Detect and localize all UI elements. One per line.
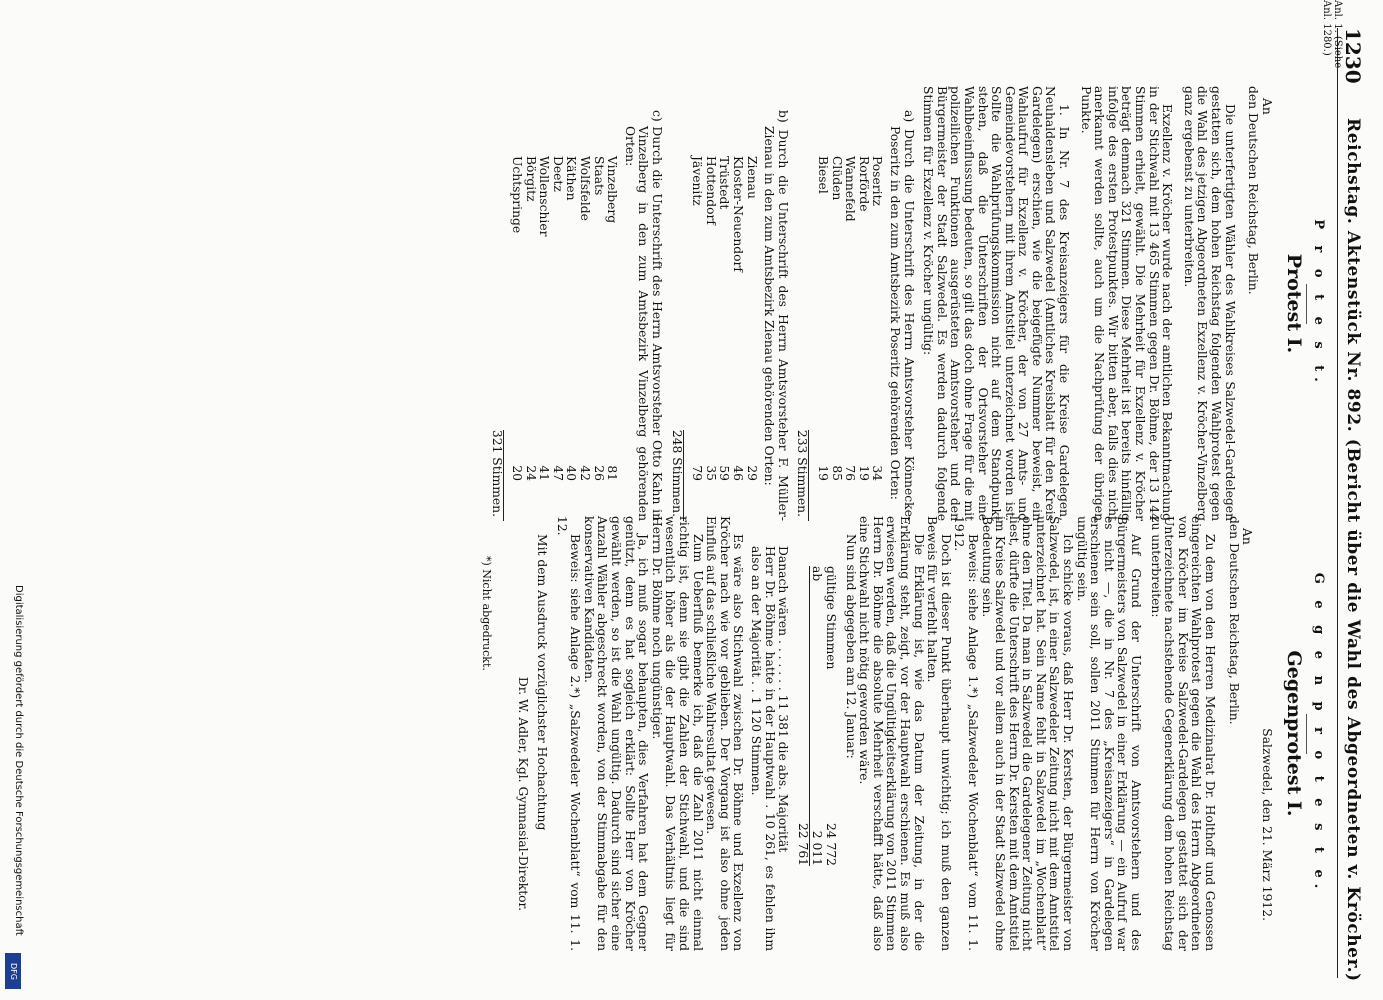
address-an: An bbox=[1240, 528, 1255, 545]
vote-count: 40 bbox=[564, 465, 579, 481]
vote-count: 76 bbox=[843, 465, 858, 481]
place-name: Käthen bbox=[564, 156, 579, 201]
vote-count: 26 bbox=[591, 465, 606, 481]
vote-row bbox=[510, 86, 524, 521]
item-a-heading: a) Durch die Unterschrift des Herrn Amtsvorsteher Könnecke-Poseritz in den zum Amtsbezirk Poseritz gehörenden Orten: bbox=[887, 110, 916, 521]
counter-intro: Zu dem von den Herren Medizinalrat Dr. Holthoff und Genossen eingereichten Wahlprotest gegen die Wahl des Herrn Abgeordneten von Kröcher im Kreise Salzwedel-Gardelegen gestattet sich der Unterzeichnete nachstehende Gegenerklärung dem hohen Reichstag zu unterbreiten: bbox=[1148, 516, 1218, 951]
vote-row bbox=[605, 86, 619, 521]
protest-paragraph-1: Exzellenz v. Kröcher wurde nach der amtlichen Bekanntmachung in der Stichwahl mit 13 465 Stimmen gegen Dr. Böhme, der 13 144 Stimmen erhielt, gewählt. Die Mehrheit für Exzellenz v. Kröcher beträgt demnach 321 Stimmen. Diese Mehrheit ist bereits hinfällig infolge des ersten Protestpunktes. Wir bitten aber, falls dies nicht anerkannt werden sollte, auch um die Nachprüfung der übrigen Punkte. bbox=[1078, 86, 1175, 521]
place-name: Wollenschier bbox=[537, 156, 552, 237]
vote-count: 59 bbox=[717, 465, 732, 481]
calc-label: gültige Stimmen bbox=[824, 566, 838, 670]
protest-title: Protest I. bbox=[1283, 253, 1306, 354]
vote-row bbox=[856, 86, 870, 521]
vote-row bbox=[730, 86, 744, 521]
vote-count: 29 bbox=[744, 465, 759, 481]
address-recipient: den Deutschen Reichstag, Berlin. bbox=[1246, 86, 1261, 295]
vote-calculation bbox=[795, 566, 837, 951]
vote-row bbox=[591, 86, 605, 521]
calc-label: ab bbox=[810, 566, 825, 582]
vote-row bbox=[537, 86, 551, 521]
vote-row bbox=[703, 86, 717, 521]
signature: Dr. W. Adler, Kgl. Gymnasial-Direktor. bbox=[515, 676, 530, 911]
counter-paragraph-2: Ich schicke voraus, daß Herr Dr. Kersten, der Bürgermeister von Salzwedel, ist, in einer Salzwedeler Zeitung nicht mit dem Amtstitel unterzeichnet hat. Sein Name fehlt in Salzwedel im „Wochenblatt“ ohne den Titel. Da man in Salzwedel die Gardelegener Zeitung nicht liest, dürfte die Unterschrift des Herrn Dr. Kersten mit dem Amtstitel im Kreise Salzwedel und vor allem auch in der Stadt Salzwedel ohne Bedeutung sein. bbox=[979, 516, 1076, 951]
place-name: Uchtspringe bbox=[510, 156, 525, 234]
counter-section-label: G e g e n p r o t e s t e. bbox=[1311, 572, 1326, 895]
vote-count: 41 bbox=[537, 465, 552, 481]
right-column-counter-protest bbox=[479, 516, 1325, 951]
place-name: Kloster-Neuendorf bbox=[731, 156, 746, 272]
place-name: Börgitz bbox=[523, 156, 538, 202]
sum-a-value: 233 Stimmen. bbox=[795, 430, 810, 521]
vote-row bbox=[870, 86, 884, 521]
vote-count: 24 bbox=[523, 465, 538, 481]
sum-b bbox=[669, 86, 684, 521]
dfg-funding-text: Digitalisierung gefördert durch die Deutsche Forschungsgemeinschaft bbox=[13, 585, 24, 936]
place-name: Staats bbox=[591, 156, 606, 196]
protest-address bbox=[1246, 86, 1273, 521]
page-header bbox=[1337, 28, 1371, 982]
vote-row bbox=[744, 86, 758, 521]
counter-paragraph-5: Nun sind abgegeben am 12. Januar: bbox=[843, 534, 858, 759]
place-name: Trüstedt bbox=[717, 156, 732, 210]
place-name: Wolfsfelde bbox=[578, 156, 593, 221]
list-c bbox=[510, 86, 619, 521]
vote-count: 20 bbox=[510, 465, 525, 481]
sum-c-value: 321 Stimmen. bbox=[489, 430, 504, 521]
counter-paragraph-1: Auf Grund der Unterschrift von Amtsvorstehern und des Bürgermeisters von Salzwedel in einer Erklärung — ein Aufruf war es nicht —, die in Nr. 7 des „Kreisanzeigers“ in Gardelegen erschienen sein soll, sollen 2011 Stimmen für Herrn von Kröcher ungültig sein. bbox=[1074, 516, 1144, 951]
dfg-banner bbox=[4, 585, 24, 995]
vote-count: 35 bbox=[703, 465, 718, 481]
header-rule bbox=[1337, 28, 1338, 978]
dfg-logo: DFG bbox=[5, 953, 21, 989]
footnote: *) Nicht abgedruckt. bbox=[479, 556, 493, 671]
vote-count: 81 bbox=[605, 465, 620, 481]
divider bbox=[1306, 284, 1307, 324]
vote-count: 47 bbox=[550, 465, 565, 481]
evidence-2: Beweis: siehe Anlage 2.*) „Salzwedeler Wochenblatt“ vom 11. 1. 12. bbox=[554, 516, 583, 951]
left-column-protest bbox=[489, 86, 1325, 521]
vote-row bbox=[829, 86, 843, 521]
calc-row bbox=[809, 566, 824, 866]
calc-value: 24 772 bbox=[824, 822, 838, 866]
sum-b-value: 248 Stimmen. bbox=[669, 430, 684, 521]
counter-paragraph-3: Doch ist dieser Punkt überhaupt unwichtig; ich muß den ganzen Beweis für verfehlt halten. bbox=[925, 516, 953, 951]
protest-section-label: P r o t e s t. bbox=[1311, 219, 1326, 388]
place-name: Hottendorf bbox=[703, 156, 718, 225]
counter-address bbox=[1226, 516, 1253, 951]
list-a bbox=[815, 86, 883, 521]
place-name: Vinzelberg bbox=[605, 156, 620, 224]
calc-row bbox=[795, 566, 809, 866]
protest-intro: Die unterfertigten Wähler des Wahlkreises Salzwedel-Gardelegen gestatten sich, dem hohen Reichstag folgenden Wahlprotest gegen die Wahl des jetzigen Abgeordneten Exzellenz v. Kröcher-Vinzelberg ganz ergebenst zu unterbreiten. bbox=[1181, 86, 1237, 521]
margin-note: Anl. 1. (Siehe Anl. 1280.) bbox=[1321, 0, 1343, 69]
place-name: Clüden bbox=[829, 156, 844, 201]
place-name: Biesel bbox=[816, 156, 830, 194]
place-name: Wannefeld bbox=[843, 156, 858, 222]
boehme-line: Herr Dr. Böhme hatte in der Hauptwahl . 10 261, es fehlen ihm also an der Majorität . . 1 120 Stimmen. bbox=[749, 546, 777, 951]
evidence-1: Beweis: siehe Anlage 1.*) „Salzwedeler Wochenblatt“ vom 11. 1. 1912. bbox=[952, 516, 980, 951]
vote-row bbox=[690, 86, 704, 521]
vote-count: 42 bbox=[578, 465, 593, 481]
vote-row bbox=[717, 86, 731, 521]
vote-row bbox=[564, 86, 578, 521]
item-b-heading: b) Durch die Unterschrift des Herrn Amtsvorsteher F. Müller-Zienau in den zum Amtsbezirk Zienau gehörenden Orten: bbox=[762, 110, 790, 521]
calc-value: 22 761 bbox=[795, 822, 810, 866]
vote-row bbox=[843, 86, 857, 521]
vote-row bbox=[523, 86, 537, 521]
counter-title: Gegenprotest I. bbox=[1283, 650, 1306, 817]
vote-count: 19 bbox=[816, 465, 830, 481]
vote-count: 85 bbox=[829, 465, 844, 481]
item-c-heading: c) Durch die Unterschrift des Herrn Amtsvorsteher Otto Kahn in Vinzelberg in den zum Amtsbezirk Vinzelberg gehörenden Orten: bbox=[622, 110, 665, 521]
vote-row bbox=[815, 86, 829, 521]
calc-row bbox=[823, 566, 837, 866]
place-name: Rorförde bbox=[856, 156, 871, 212]
calc-value: 2 011 bbox=[810, 830, 825, 866]
counter-paragraph-8: Es wäre also Stichwahl zwischen Dr. Böhme und Exzellenz von Kröcher nach wie vor geblieben. Der Vorgang ist also ohne jeden Einfluß auf das schließliche Wahlresultat gewesen. bbox=[704, 516, 746, 951]
place-date: Salzwedel, den 21. März 1912. bbox=[1259, 728, 1274, 921]
counter-paragraph-4: Die Erklärung ist, wie das Datum der Zeitung, in der die Erklärung steht, zeigt, vor der Hauptwahl erschienen. Es muß also erwiesen werden, daß die Ungültigkeitserklärung von 2011 Stimmen Herrn Dr. Böhme die absolute Mehrheit verschafft hätte, daß also eine Stichwahl nicht nötig geworden wäre. bbox=[857, 516, 926, 951]
place-name: Poseritz bbox=[870, 156, 885, 206]
place-name: Deetz bbox=[550, 156, 565, 192]
page-number: 1230 bbox=[1341, 28, 1365, 84]
closing-formula: Mit dem Ausdruck vorzüglichster Hochachtung bbox=[535, 534, 550, 831]
place-name: Jävenitz bbox=[690, 156, 705, 206]
place-name: Zienau bbox=[744, 156, 759, 199]
divider bbox=[1306, 714, 1307, 754]
majority-line: Danach wären . . . . . . . 11 381 die abs. Majorität bbox=[776, 546, 791, 853]
vote-count: 79 bbox=[690, 465, 705, 481]
sum-c bbox=[489, 86, 504, 521]
vote-count: 34 bbox=[870, 465, 885, 481]
counter-paragraph-10: Ja, ich muß sogar behaupten, dies Verfahren hat dem Gegner genützt, denn es hat sogleich erklärt: Sollte Herr von Kröcher gewählt werden, so ist die Wahl ungültig. Dadurch sind sicher eine Anzahl Wähler abgeschreckt worden, von der Stimmabgabe für den konservativen Kandidaten. bbox=[581, 516, 651, 951]
address-recipient: den Deutschen Reichstag, Berlin. bbox=[1226, 516, 1241, 725]
running-title: Reichstag. Aktenstück Nr. 892. (Bericht über die Wahl des Abgeordneten v. Kröcher.) bbox=[1343, 118, 1363, 982]
vote-row bbox=[578, 86, 592, 521]
counter-paragraph-9: Zum Ueberfluß bemerke ich, daß die Zahl 2011 nicht einmal richtig ist, denn sie gibt die Zahlen der Stichwahl, und die sind wesentlich höher als die der Hauptwahl. Das Verhältnis liegt für Herrn Dr. Böhme noch ungünstiger. bbox=[649, 516, 705, 951]
list-b bbox=[690, 86, 758, 521]
protest-paragraph-2: 1. In Nr. 7 des Kreisanzeigers für die Kreise Gardelegen, Neuhaldensleben und Salzwedel (Amtliches Kreisblatt für den Kreis Gardelegen) erschien, wie die beigefügte Nummer beweist, ein Wahlaufruf für Exzellenz v. Kröcher, der von 27 Amts- und Gemeindevorstehern mit ihrem Amtstitel unterzeichnet worden ist. Sollte die Wahlprüfungskommission nicht auf dem Standpunkt stehen, daß die Unterschriften der Ortsvorsteher eine Wahlbeeinflussung bedeuten, so gilt das doch ohne Frage für die mit polizeilichen Funktionen ausgerüsteten Amtsvorsteher und den Bürgermeister der Stadt Salzwedel. Es werden dadurch folgende Stimmen für Exzellenz v. Kröcher ungültig: bbox=[921, 86, 1072, 521]
address-an: An bbox=[1259, 98, 1274, 115]
vote-count: 46 bbox=[731, 465, 746, 481]
vote-row bbox=[550, 86, 564, 521]
sum-a bbox=[795, 86, 810, 521]
vote-count: 19 bbox=[856, 465, 871, 481]
